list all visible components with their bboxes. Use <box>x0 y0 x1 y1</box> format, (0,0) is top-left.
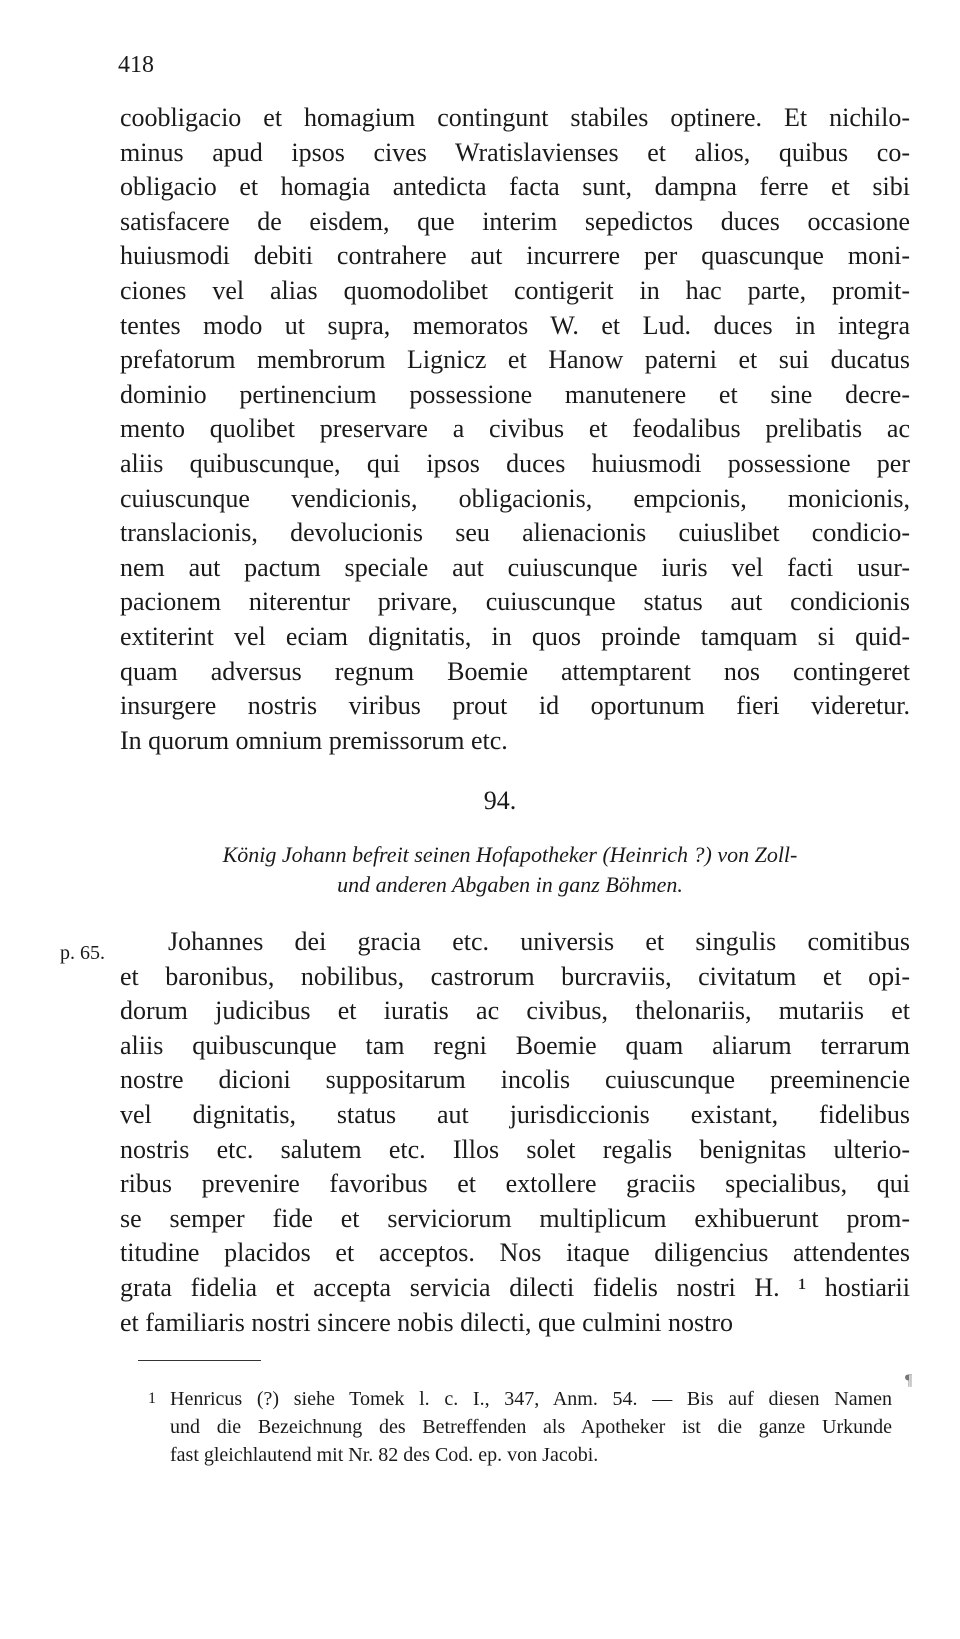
text-line: grata fidelia et accepta servicia dilecti fidelis nostri H. ¹ hostiarii <box>120 1272 910 1302</box>
heading-line: König Johann befreit seinen Hofapotheker (Heinrich ?) von Zoll- <box>222 842 798 867</box>
text-line: insurgere nostris viribus prout id oportunum fieri videretur. <box>120 691 910 721</box>
text-line: nostris etc. salutem etc. Illos solet regalis benignitas ulterio- <box>120 1134 910 1164</box>
text-line: et baronibus, nobilibus, castrorum burcraviis, civitatum et opi- <box>120 961 910 991</box>
text-line: nostre dicioni suppositarum incolis cuiuscunque preeminencie <box>120 1065 910 1095</box>
text-line: In quorum omnium premissorum etc. <box>120 725 508 755</box>
text-line: coobligacio et homagium contingunt stabiles optinere. Et nichilo- <box>120 103 910 132</box>
footnote-line: fast gleichlautend mit Nr. 82 des Cod. ep. von Jacobi. <box>170 1444 599 1466</box>
text-line: satisfacere de eisdem, que interim sepedictos duces occasione <box>120 206 910 236</box>
text-line: cuiuscunque vendicionis, obligacionis, empcionis, monicionis, <box>120 483 910 513</box>
text-line: titudine placidos et acceptos. Nos itaque diligencius attendentes <box>120 1238 910 1268</box>
footnote-line: Henricus (?) siehe Tomek l. c. I., 347, Anm. 54. — Bis auf diesen Namen <box>170 1388 892 1410</box>
text-line: quam adversus regnum Boemie attemptarent nos contingeret <box>120 656 910 686</box>
footnote-marker: 1 <box>148 1390 156 1407</box>
text-line: et familiaris nostri sincere nobis dilecti, que culmini nostro <box>120 1307 734 1337</box>
text-line: obligacio et homagia antedicta facta sunt, dampna ferre et sibi <box>120 172 910 202</box>
edge-mark: ¶ <box>905 1372 913 1389</box>
page-number: 418 <box>118 52 154 78</box>
heading-line: und anderen Abgaben in ganz Böhmen. <box>337 872 683 897</box>
text-line: translacionis, devolucionis seu alienacionis cuiuslibet condicio- <box>120 518 910 548</box>
text-line: Johannes dei gracia etc. universis et singulis comitibus <box>168 927 910 956</box>
text-line: minus apud ipsos cives Wratislavienses et alios, quibus co- <box>120 137 910 167</box>
text-line: pacionem niterentur privare, cuiuscunque status aut condicionis <box>120 587 910 617</box>
text-line: aliis quibuscunque tam regni Boemie quam aliarum terrarum <box>120 1030 910 1060</box>
text-line: se semper fide et serviciorum multiplicum exhibuerunt prom- <box>120 1203 910 1233</box>
text-line: dorum judicibus et iuratis ac civibus, thelonariis, mutariis et <box>120 996 910 1026</box>
footnote-line: und die Bezeichnung des Betreffenden als Apotheker ist die ganze Urkunde <box>170 1416 892 1438</box>
text-line: ciones vel alias quomodolibet contigerit in hac parte, promit- <box>120 275 910 305</box>
body-paragraph-continuation <box>120 101 910 758</box>
text-line: ribus prevenire favoribus et extollere graciis specialibus, qui <box>120 1169 910 1199</box>
document-number: 94. <box>483 786 517 815</box>
text-line: aliis quibuscunque, qui ipsos duces huiusmodi possessione per <box>120 448 910 478</box>
text-line: tentes modo ut supra, memoratos W. et Lud. duces in integra <box>120 310 910 340</box>
margin-page-reference: p. 65. <box>60 942 105 964</box>
text-line: dominio pertinencium possessione manutenere et sine decre- <box>120 379 910 409</box>
text-line: extiterint vel eciam dignitatis, in quos proinde tamquam si quid- <box>120 621 910 651</box>
body-paragraph-charter <box>120 925 910 1340</box>
text-line: nem aut pactum speciale aut cuiuscunque iuris vel facti usur- <box>120 552 910 582</box>
footnote-separator <box>138 1360 261 1361</box>
footnote <box>148 1385 892 1469</box>
text-line: huiusmodi debiti contrahere aut incurrere per quascunque moni- <box>120 241 910 271</box>
document-heading <box>150 840 870 900</box>
text-line: prefatorum membrorum Lignicz et Hanow paterni et sui ducatus <box>120 345 910 375</box>
text-line: vel dignitatis, status aut jurisdiccionis existant, fidelibus <box>120 1099 910 1129</box>
text-line: mento quolibet preservare a civibus et feodalibus prelibatis ac <box>120 414 910 444</box>
